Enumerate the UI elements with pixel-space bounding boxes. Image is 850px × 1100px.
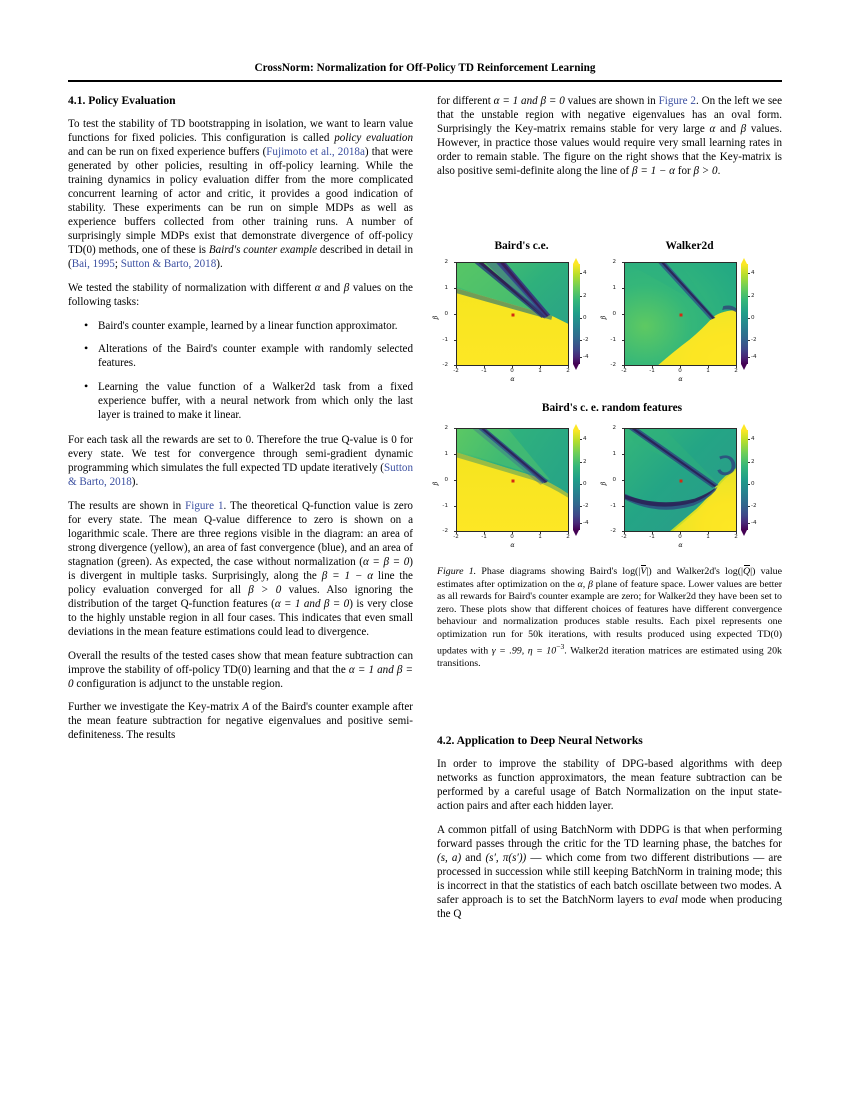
tick-mark-y [454,288,456,289]
text-run: Further we investigate the Key-matrix [68,701,243,714]
paragraph-overall-results [68,649,413,691]
colorbar-gradient [741,430,748,530]
text-run: . On the left we see that the unstable region with negative eigenvalues has an oval form. Surprisingly the Key-matrix remains stable for very large [437,95,782,136]
text-run: The results are shown in [68,499,186,512]
y-tick-label: -2 [610,362,616,368]
citation-bai[interactable]: Bai, 1995 [71,258,115,271]
y-tick-label: 1 [612,285,616,291]
plot-bairds-ce[interactable] [432,258,592,386]
origin-marker [511,479,514,482]
equation-next-state-policy: (s′, π(s′)) [485,851,527,864]
figure-reference-1[interactable]: Figure 1 [185,499,224,512]
paragraph-results [68,499,413,639]
y-tick-label: 0 [612,311,616,317]
symbol-alpha: α [314,282,321,295]
x-tick-label: -1 [649,534,655,540]
x-tick-label: 1 [706,368,710,374]
text-run: configuration is adjunct to the unstable region. [73,677,284,690]
x-tick-label: 0 [678,534,682,540]
text-run: values are shown in [564,95,659,107]
right-column-bottom [437,734,782,921]
citation-sutton-barto-2[interactable]: Sutton & Barto, 2018 [68,461,413,489]
y-axis-label: β [432,481,440,486]
text-run: of the Baird's counter example after the mean feature subtraction for negative eigenvalues and positive semi-definiteness. The results [68,701,413,742]
equation-beta-gt-zero-2: β > 0 [693,165,718,178]
panel-title-walker2d: Walker2d [665,240,714,252]
colorbar-tick-label: -4 [583,520,589,526]
y-tick-label: -1 [442,337,448,343]
text-run: ; [114,258,121,271]
symbol-alpha-2: α [709,123,716,136]
y-tick-label: 2 [612,259,616,265]
colorbar-tick-label: -2 [751,337,757,343]
plot-random-features-right[interactable] [600,424,760,552]
exponent: −3 [556,642,565,651]
y-tick-label: 0 [444,477,448,483]
colorbar-tick-label: 2 [751,293,755,299]
text-run: . [717,165,721,178]
x-tick-label: -2 [621,534,627,540]
equation-alpha-beta-zero: α = β = 0 [363,555,410,568]
equation-beta-one-minus-alpha: β = 1 − α [321,569,374,582]
text-run: For each task all the rewards are set to 0. Therefore the true Q-value is 0 for every state. We test for convergence through semi-gradient dynamic programming which simulates the full expected TD update iteratively ( [68,433,413,474]
symbol-V: V [640,566,647,577]
plot-walker2d[interactable] [600,258,760,386]
plot-axes [624,262,737,366]
x-tick-label: -2 [453,368,459,374]
colorbar-tick-label: 2 [751,459,755,465]
paragraph-eigenvalues [437,94,782,178]
colorbar-gradient [741,264,748,364]
x-tick-label: 2 [566,368,570,374]
colorbar-tick-label: 4 [583,270,587,276]
colorbar-tick-label: -2 [583,337,589,343]
figure-reference-2[interactable]: Figure 2 [658,95,696,107]
x-tick-label: 0 [510,534,514,540]
origin-marker [679,313,682,316]
text-run: values. Also ignoring the distribution of the target Q-function features ( [68,583,414,610]
text-run: described in detail in ( [68,244,413,271]
colorbar-extend-bottom [741,364,747,370]
colorbar-gradient [573,264,580,364]
y-tick-label: -2 [442,528,448,534]
y-tick-label: -1 [442,503,448,509]
list-item: • Baird's counter example, learned by a linear function approximator. [88,319,413,333]
origin-marker [511,313,514,316]
paragraph-key-matrix [68,700,413,742]
text-run: and [320,282,344,295]
y-tick-label: 1 [444,285,448,291]
equation-beta-gt-zero: β > 0 [248,583,282,596]
x-axis-label: α [510,376,515,383]
y-tick-label: -1 [610,337,616,343]
symbol-beta-2: β [740,123,747,136]
text-run: plane of feature space. Lower values are better as all rewards for Baird's counter example are zero; for Walker2d they have been set to zero. These plots show that different choices of features have different convergence behaviour and normalization produces stable results. Each pixel represents one optimization run for 50k iterations, with results produced using expected TD(0) updates with [437,578,783,657]
colorbar-tick-label: 0 [751,315,755,321]
equation-beta-one-minus-alpha-2: β = 1 − α [632,165,675,178]
text-run: values on the following tasks: [68,282,413,309]
x-tick-label: -2 [453,534,459,540]
colorbar-tick-label: 2 [583,459,587,465]
x-tick-label: 0 [510,368,514,374]
overline-bar [744,565,750,566]
colorbar-random-features-left [571,424,601,552]
tick-mark-y [454,365,456,366]
y-tick-label: 0 [444,311,448,317]
figure-1 [432,240,787,562]
y-tick-label: -2 [442,362,448,368]
italic-eval: eval [659,893,678,906]
text-run: and [461,851,486,864]
text-run: ). [131,476,139,489]
colorbar-random-features-right [739,424,769,552]
paragraph-batchnorm-pitfall [437,823,782,921]
symbol-alpha-beta: α, β [577,578,593,590]
figure-row-bottom [432,402,787,562]
italic-policy-evaluation: policy evaluation [334,132,413,145]
plot-axes [456,262,569,366]
y-axis-label: β [432,315,440,320]
x-tick-label: 2 [734,534,738,540]
x-tick-label: 0 [678,368,682,374]
colorbar-bairds-ce [571,258,601,386]
citation-sutton-barto[interactable]: Sutton & Barto, 2018 [120,258,217,271]
text-run: for [675,165,694,178]
y-tick-label: 1 [612,451,616,457]
text-run: . Walker2d iteration matrices are estimated using 20k transitions. [437,645,782,669]
plot-axes [456,428,569,532]
paragraph-rewards-zero [68,433,413,489]
left-column [68,94,413,742]
panel-title-random-features: Baird's c. e. random features [541,402,683,414]
y-tick-label: 2 [444,259,448,265]
y-tick-label: 2 [612,425,616,431]
text-run: mode when producing the Q [437,893,782,920]
text-run: values. However, in practice those values would require very small learning rates in order to remain stable. The figure on the right shows that the Key-matrix is also positive semi-definite along the line of [437,123,782,178]
text-run: . The theoretical Q-function value is zero for every state. The mean Q-value difference to zero is shown on a logarithmic scale. There are three regions visible in the diagram: an area of strong divergence (yellow), an area of fast convergence (blue), and an area of stagnation (green). As expected, the case without normalization ( [68,499,413,568]
y-tick-label: -1 [610,503,616,509]
task-list [68,319,413,422]
x-tick-label: -2 [621,368,627,374]
header-rule [68,80,782,82]
plot-random-features-left[interactable] [432,424,592,552]
equation-alpha-one-beta-zero: α = 1 and β = 0 [274,597,350,610]
tick-mark-y [454,340,456,341]
citation-fujimoto[interactable]: Fujimoto et al., 2018a [266,146,365,159]
equation-state-action: (s, a) [437,851,462,864]
origin-marker [679,479,682,482]
text-run: ) is divergent in multiple tasks. Surprisingly, along the [68,555,413,582]
text-run: ) is very close to the highly unstable region in all four cases. This indicates that even small deviations in the mean feature estimations could lead to divergence. [68,597,414,638]
y-tick-label: 2 [444,425,448,431]
colorbar-extend-bottom [573,530,579,536]
colorbar-extend-bottom [741,530,747,536]
text-run: We tested the stability of normalization with different [68,282,315,295]
x-tick-label: 2 [566,534,570,540]
colorbar-walker2d [739,258,769,386]
equation-alpha-one-beta-zero-2: α = 1 and β = 0 [68,663,413,690]
list-item: • Learning the value function of a Walker2d task from a fixed experience buffer, with a neural network from which only the last layer is trained to make it linear. [88,380,413,422]
colorbar-extend-bottom [573,364,579,370]
symbol-Q: Q [743,566,751,577]
text-run: and can be run on fixed experience buffers ( [68,146,267,159]
x-tick-label: -1 [649,368,655,374]
overline-Q [743,566,750,579]
x-tick-label: 2 [734,368,738,374]
text-run: Phase diagrams showing Baird's log(| [476,566,641,577]
text-run: |) and Walker2d's log(| [646,566,743,577]
y-tick-label: -2 [610,528,616,534]
text-run: ) that were generated by other policies, resulting in off-policy learning. While the training dynamics in policy evaluation differ from the more complicated concurrent learning of actor and critic, it provides a good indication of stability. These experiments can be run on simple MDPs as well as experience buffers collected from other training runs. A number of surprisingly simple MDPs exist that demonstrate divergence of off-policy TD(0) methods, one of these is [68,146,413,257]
section-heading-deep-neural-networks: 4.2. Application to Deep Neural Networks [437,734,643,747]
equation-alpha-one-beta-zero-3: α = 1 and β = 0 [493,95,565,107]
x-tick-label: -1 [481,368,487,374]
text-run: |) value estimates after optimization on the [437,566,782,590]
colorbar-tick-label: 4 [751,436,755,442]
equation-gamma: γ = .99 [491,645,522,657]
equation-eta: η = 10 [527,645,557,657]
italic-bairds-counter-example: Baird's counter example [208,244,318,257]
colorbar-tick-label: 0 [583,481,587,487]
y-tick-label: 0 [612,477,616,483]
x-tick-label: 1 [538,368,542,374]
overline-V [640,566,646,579]
x-axis-label: α [678,542,683,549]
x-tick-label: 1 [706,534,710,540]
figure-caption-label: Figure 1. [437,566,477,577]
right-column-top [437,94,782,178]
colorbar-tick-label: 4 [751,270,755,276]
colorbar-gradient [573,430,580,530]
x-axis-label: α [510,542,515,549]
colorbar-tick-label: 2 [583,293,587,299]
plot-axes [624,428,737,532]
colorbar-tick-label: 4 [583,436,587,442]
text-run: , [521,645,528,657]
colorbar-tick-label: -2 [583,503,589,509]
running-head: CrossNorm: Normalization for Off-Policy TD Reinforcement Learning [254,62,596,74]
paragraph-policy-evaluation-intro [68,117,413,272]
panel-title-bairds-ce: Baird's c.e. [494,240,549,252]
colorbar-tick-label: 0 [751,481,755,487]
colorbar-tick-label: -4 [583,354,589,360]
section-heading-policy-evaluation: 4.1. Policy Evaluation [68,94,176,107]
text-run: for different [437,95,494,107]
text-run: A common pitfall of using BatchNorm with DDPG is that when performing forward passes through the critic for the TD learning phase, the batches for [437,823,782,850]
text-run: — which come from two different distributions — are processed in succession while still keeping BatchNorm in training mode; this is incorrect in that the statistics of each batch oscillate between two modes. A safer approach is to set the BatchNorm layers to [437,851,782,906]
text-run: Overall the results of the tested cases show that mean feature subtraction can improve the stability of off-policy TD(0) learning and that the [68,649,413,676]
x-tick-label: -1 [481,534,487,540]
colorbar-tick-label: -4 [751,520,757,526]
colorbar-tick-label: 0 [583,315,587,321]
paragraph-tested-stability [68,281,413,309]
symbol-matrix-A: A [242,701,250,714]
symbol-beta: β [343,282,350,295]
tick-mark-y [454,314,456,315]
text-run: and [715,123,741,136]
paragraph-dpg-stability: In order to improve the stability of DPG-based algorithms with deep networks as function approximators, the mean feature subtraction can be performed by a careful usage of Batch Normalization on the input state-action pairs and after each hidden layer. [437,758,782,813]
overline-bar [641,565,646,566]
figure-1-caption [437,566,782,670]
figure-row-top [432,240,787,392]
y-axis-label: β [600,481,608,486]
text-run: line the policy evaluation converged for all [68,569,413,596]
text-run: ). [216,258,223,271]
list-item: • Alterations of the Baird's counter example with randomly selected features. [88,342,413,370]
text-run: To test the stability of TD bootstrapping in isolation, we want to learn value functions for fixed policies. This configuration is called [68,118,413,145]
y-tick-label: 1 [444,451,448,457]
tick-mark-y [454,262,456,263]
colorbar-tick-label: -2 [751,503,757,509]
x-tick-label: 1 [538,534,542,540]
colorbar-tick-label: -4 [751,354,757,360]
y-axis-label: β [600,315,608,320]
x-axis-label: α [678,376,683,383]
